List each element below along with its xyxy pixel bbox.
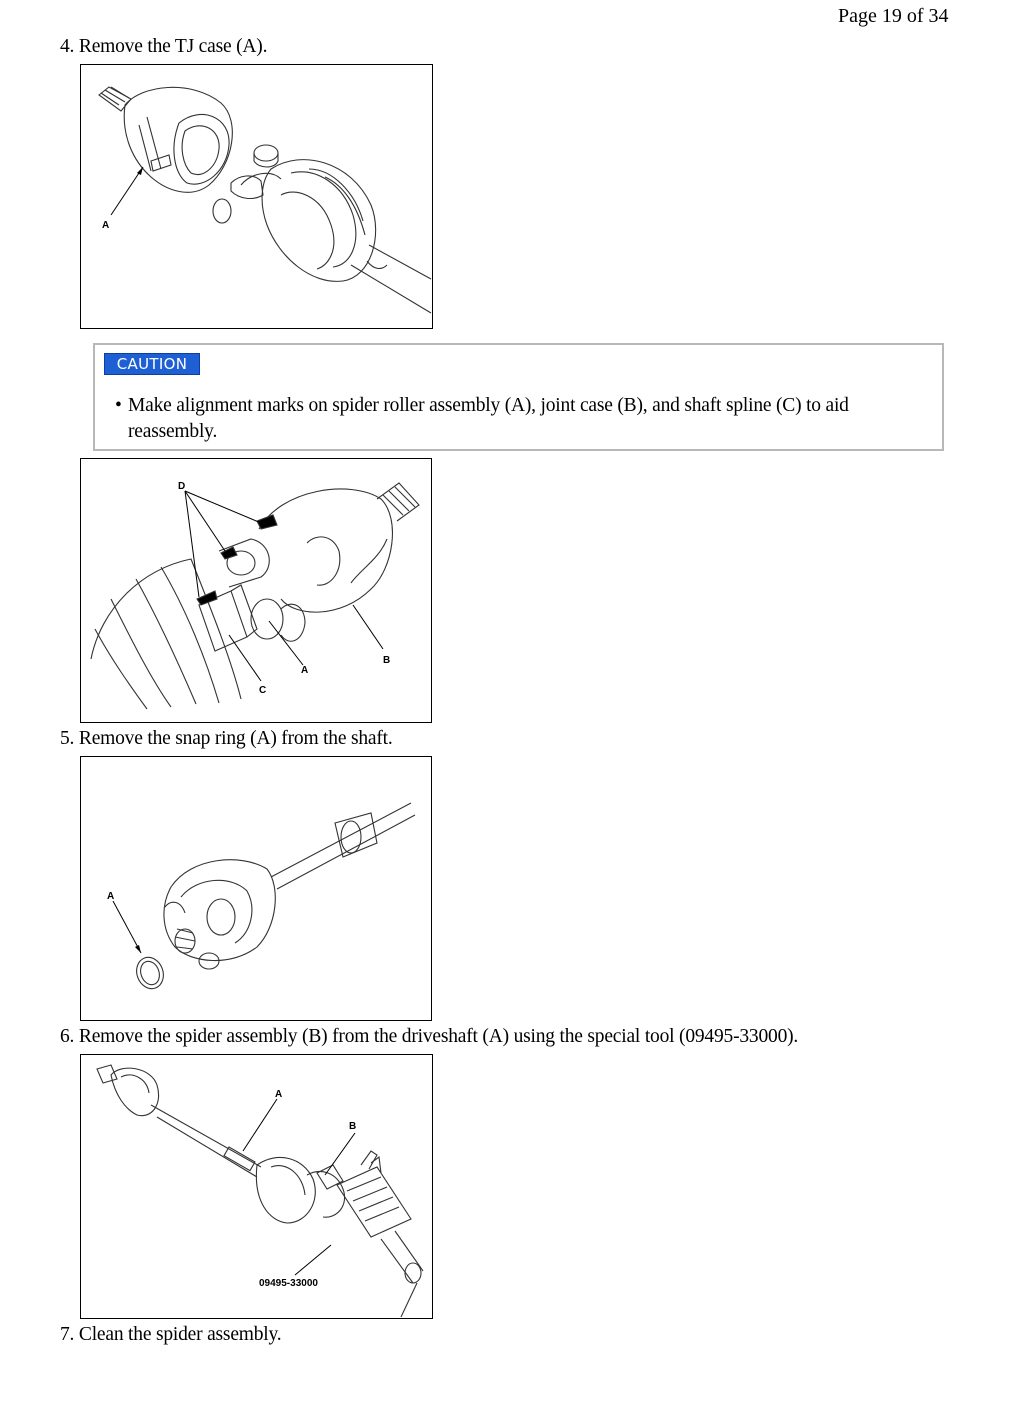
caution-box xyxy=(93,343,944,451)
alignment-marks-illustration xyxy=(81,459,433,724)
caution-message xyxy=(115,393,915,445)
caution-bullet: • xyxy=(115,395,122,416)
step-5-text: 5. Remove the snap ring (A) from the shaft. xyxy=(60,728,393,749)
fig1-label-a: A xyxy=(102,220,110,231)
step-7-text: 7. Clean the spider assembly. xyxy=(60,1324,282,1345)
fig2-label-a: A xyxy=(301,665,309,676)
caution-badge: CAUTION xyxy=(104,353,200,375)
tj-case-illustration xyxy=(81,65,434,330)
fig4-label-b: B xyxy=(349,1121,357,1132)
fig3-label-a: A xyxy=(107,891,115,902)
page-number: Page 19 of 34 xyxy=(838,5,949,27)
figure-alignment-marks xyxy=(80,458,432,723)
fig2-label-c: C xyxy=(259,685,267,696)
fig4-label-tool: 09495-33000 xyxy=(259,1278,318,1289)
figure-snap-ring-removal xyxy=(80,756,432,1021)
step-6-text: 6. Remove the spider assembly (B) from the driveshaft (A) using the special tool (09495-33000). xyxy=(60,1026,799,1047)
snap-ring-illustration xyxy=(81,757,433,1022)
fig4-label-a: A xyxy=(275,1089,283,1100)
spider-removal-illustration xyxy=(81,1055,434,1320)
step-4-text: 4. Remove the TJ case (A). xyxy=(60,36,268,57)
fig2-label-d: D xyxy=(178,481,186,492)
caution-text: Make alignment marks on spider roller assembly (A), joint case (B), and shaft spline (C) to aid reassembly. xyxy=(128,395,849,442)
figure-spider-assembly-removal xyxy=(80,1054,433,1319)
fig2-label-b: B xyxy=(383,655,391,666)
figure-tj-case-removal xyxy=(80,64,433,329)
